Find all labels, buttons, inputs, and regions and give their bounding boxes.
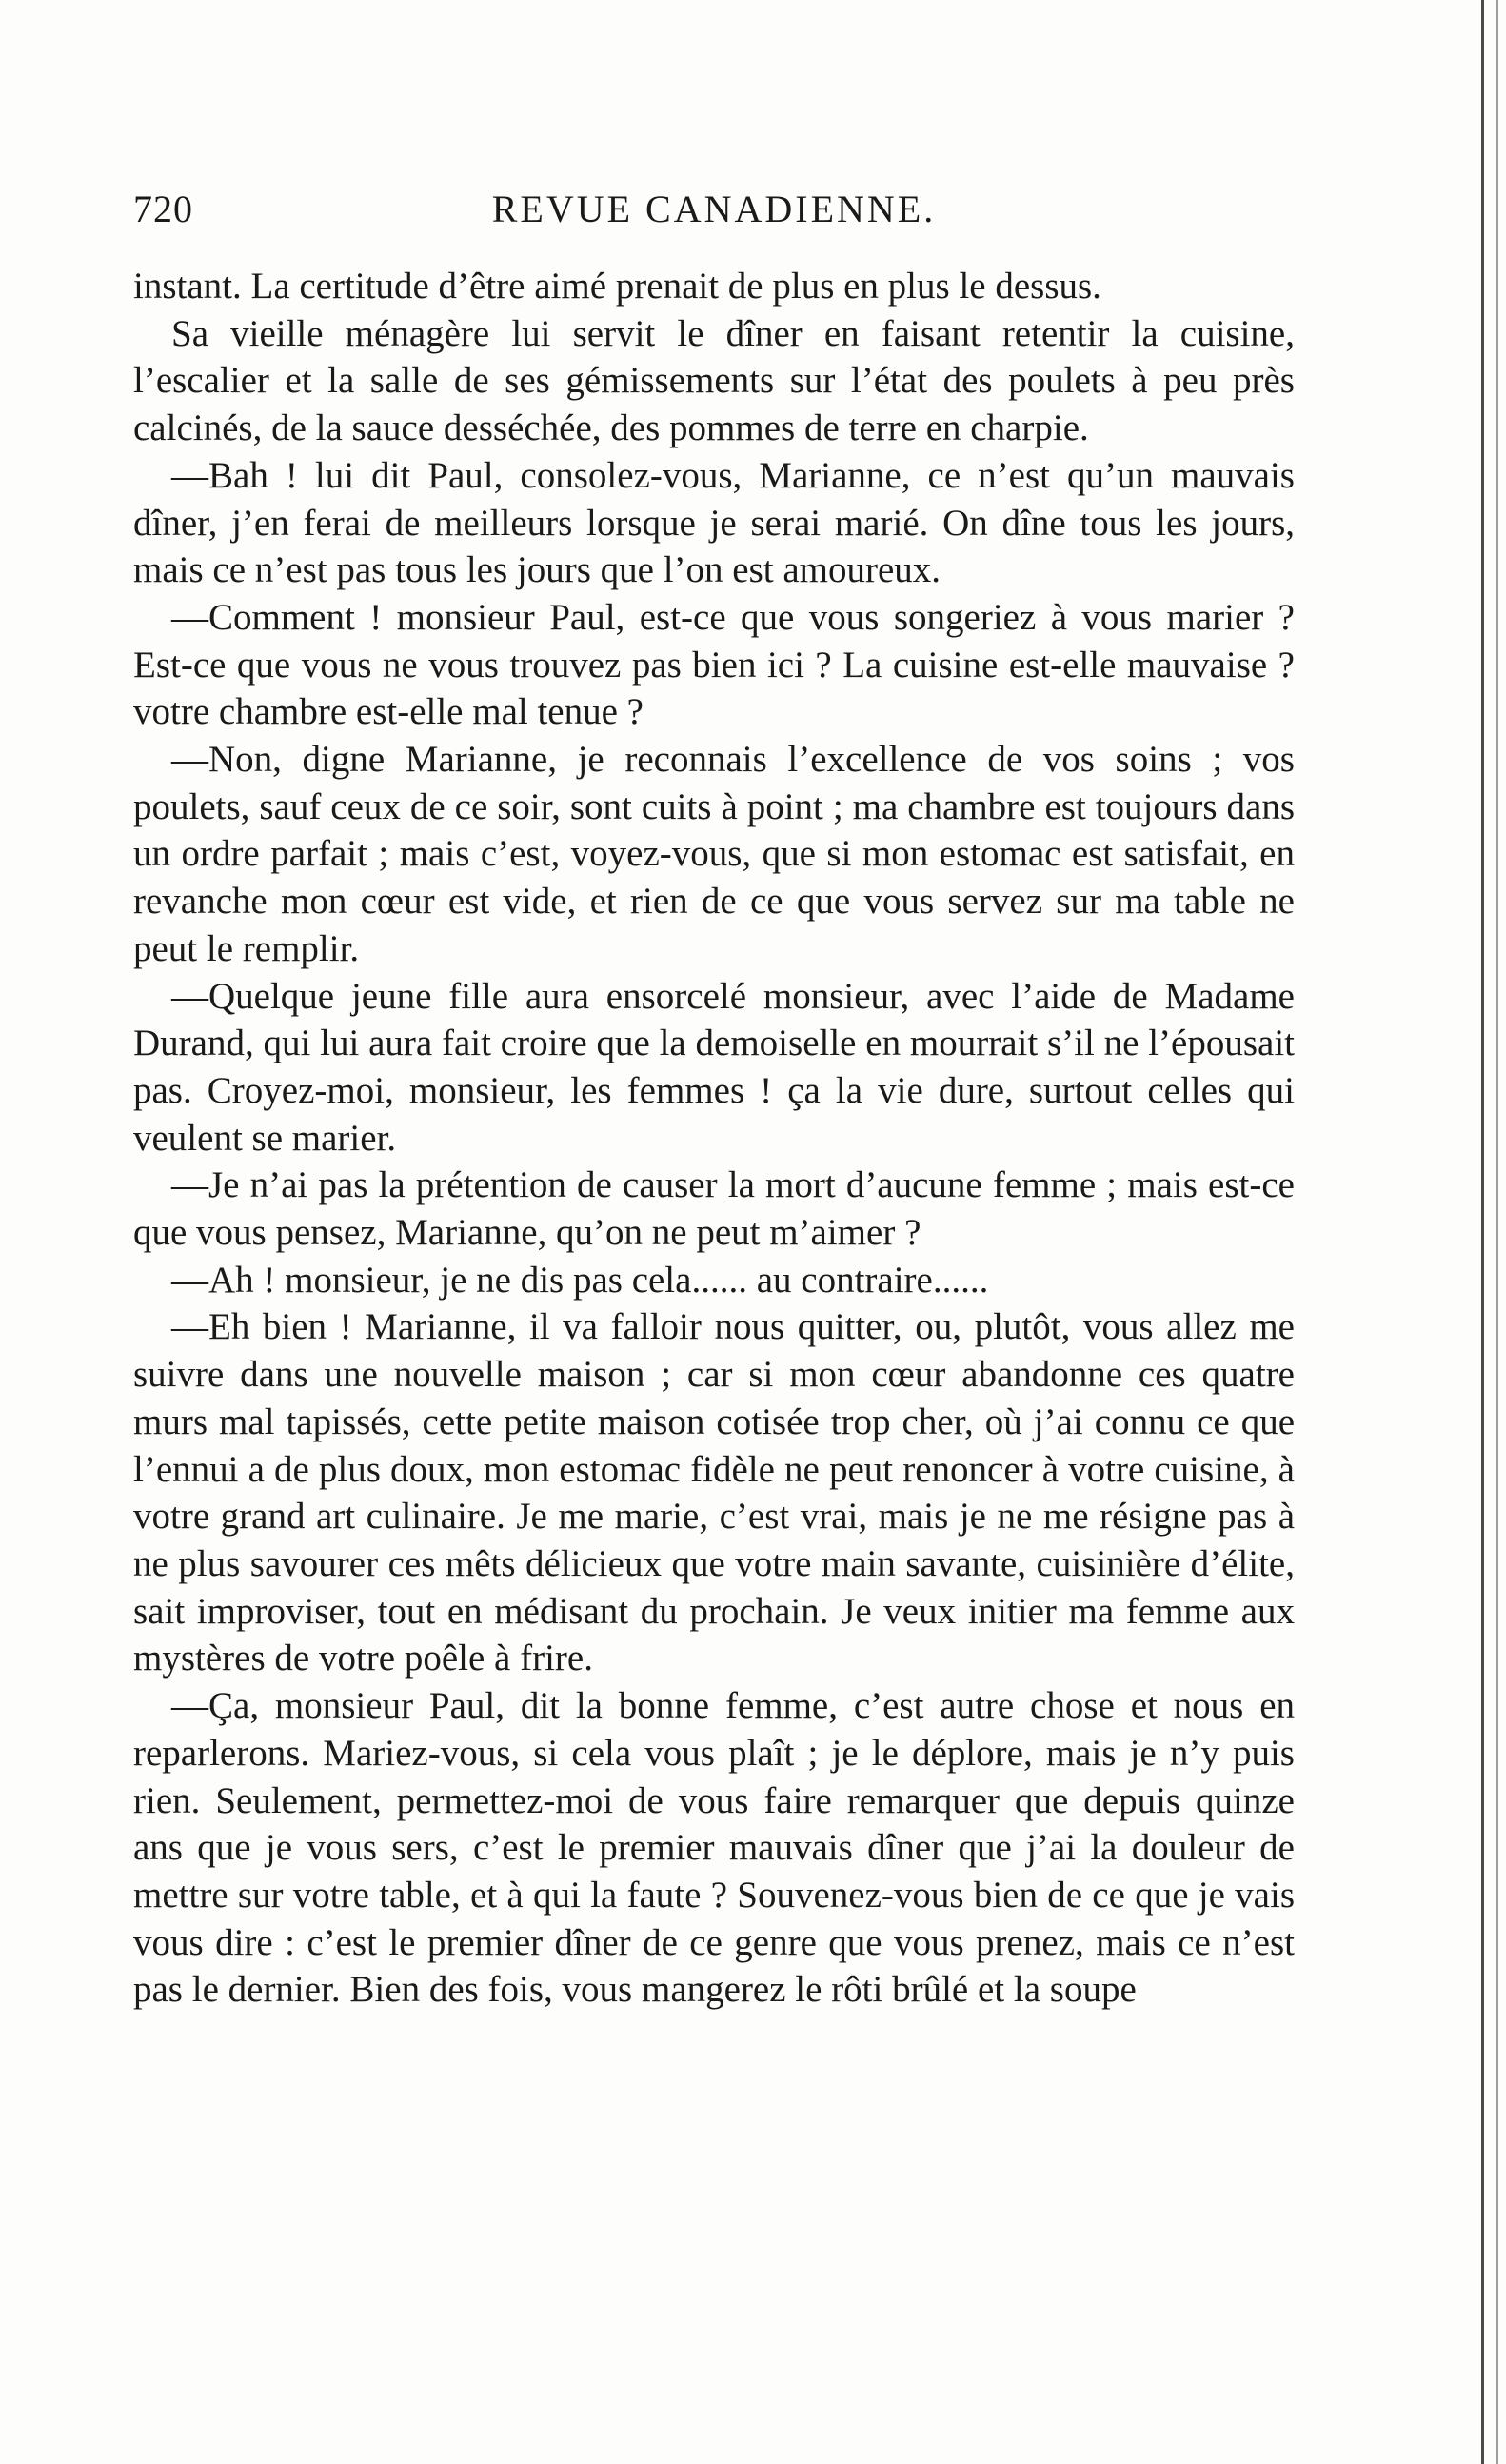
body-text	[133, 263, 1295, 2014]
page-edge-line	[1481, 0, 1484, 2464]
page-number: 720	[133, 188, 193, 230]
paragraph: —Bah ! lui dit Paul, consolez-vous, Marianne, ce n’est qu’un mauvais dîner, j’en ferai de meilleurs lorsque je serai marié. On dîne tous les jours, mais ce n’est pas tous les jours que l’on est amoureux.	[133, 454, 1295, 591]
paragraph: —Ah ! monsieur, je ne dis pas cela...... au contraire......	[171, 1259, 989, 1301]
paragraph: —Non, digne Marianne, je reconnais l’excellence de vos soins ; vos poulets, sauf ceux de ce soir, sont cuits à point ; ma chambre est toujours dans un ordre parfait ; mais c’est, voyez-vous, que si mon estomac est satisfait, en revanche mon cœur est vide, et rien de ce que vous servez sur ma table ne peut le remplir.	[133, 739, 1295, 969]
paragraph: —Eh bien ! Marianne, il va falloir nous quitter, ou, plutôt, vous allez me suivre dans une nouvelle maison ; car si mon cœur abandonne ces quatre murs mal tapissés, cette petite maison cotisée trop cher, où j’ai connu ce que l’ennui a de plus doux, mon estomac fidèle ne peut renoncer à votre cuisine, à votre grand art culinaire. Je me marie, c’est vrai, mais je ne me résigne pas à ne plus savourer ces mêts délicieux que votre main savante, cuisinière d’élite, sait improviser, tout en médisant du prochain. Je veux initier ma femme aux mystères de votre poêle à frire.	[133, 1306, 1295, 1679]
paragraph: —Ça, monsieur Paul, dit la bonne femme, c’est autre chose et nous en reparlerons. Mariez-vous, si cela vous plaît ; je le déplore, mais je n’y puis rien. Seulement, permettez-moi de vous faire remarquer que depuis quinze ans que je vous sers, c’est le premier mauvais dîner que j’ai la douleur de mettre sur votre table, et à qui la faute ? Souvenez-vous bien de ce que je vais vous dire : c’est le premier dîner de ce genre que vous prenez, mais ce n’est pas le dernier. Bien des fois, vous mangerez le rôti brûlé et la soupe	[133, 1685, 1295, 2011]
running-title: REVUE CANADIENNE.	[491, 188, 937, 230]
paragraph: —Je n’ai pas la prétention de causer la mort d’aucune femme ; mais est-ce que vous pensez, Marianne, qu’on ne peut m’aimer ?	[133, 1164, 1295, 1254]
page-edge-line-secondary	[1496, 0, 1498, 2464]
paragraph: Sa vieille ménagère lui servit le dîner en faisant retentir la cuisine, l’escalier et la salle de ses gémissements sur l’état des poulets à peu près calcinés, de la sauce desséchée, des pommes de terre en charpie.	[133, 312, 1295, 449]
paragraph: —Comment ! monsieur Paul, est-ce que vous songeriez à vous marier ? Est-ce que vous ne vous trouvez pas bien ici ? La cuisine est-elle mauvaise ? votre chambre est-elle mal tenue ?	[133, 596, 1295, 733]
paragraph: instant. La certitude d’être aimé prenait de plus en plus le dessus.	[133, 266, 1101, 307]
page-header	[133, 187, 1295, 244]
paragraph: —Quelque jeune fille aura ensorcelé monsieur, avec l’aide de Madame Durand, qui lui aura fait croire que la demoiselle en mourrait s’il ne l’épousait pas. Croyez-moi, monsieur, les femmes ! ça la vie dure, surtout celles qui veulent se marier.	[133, 975, 1295, 1159]
